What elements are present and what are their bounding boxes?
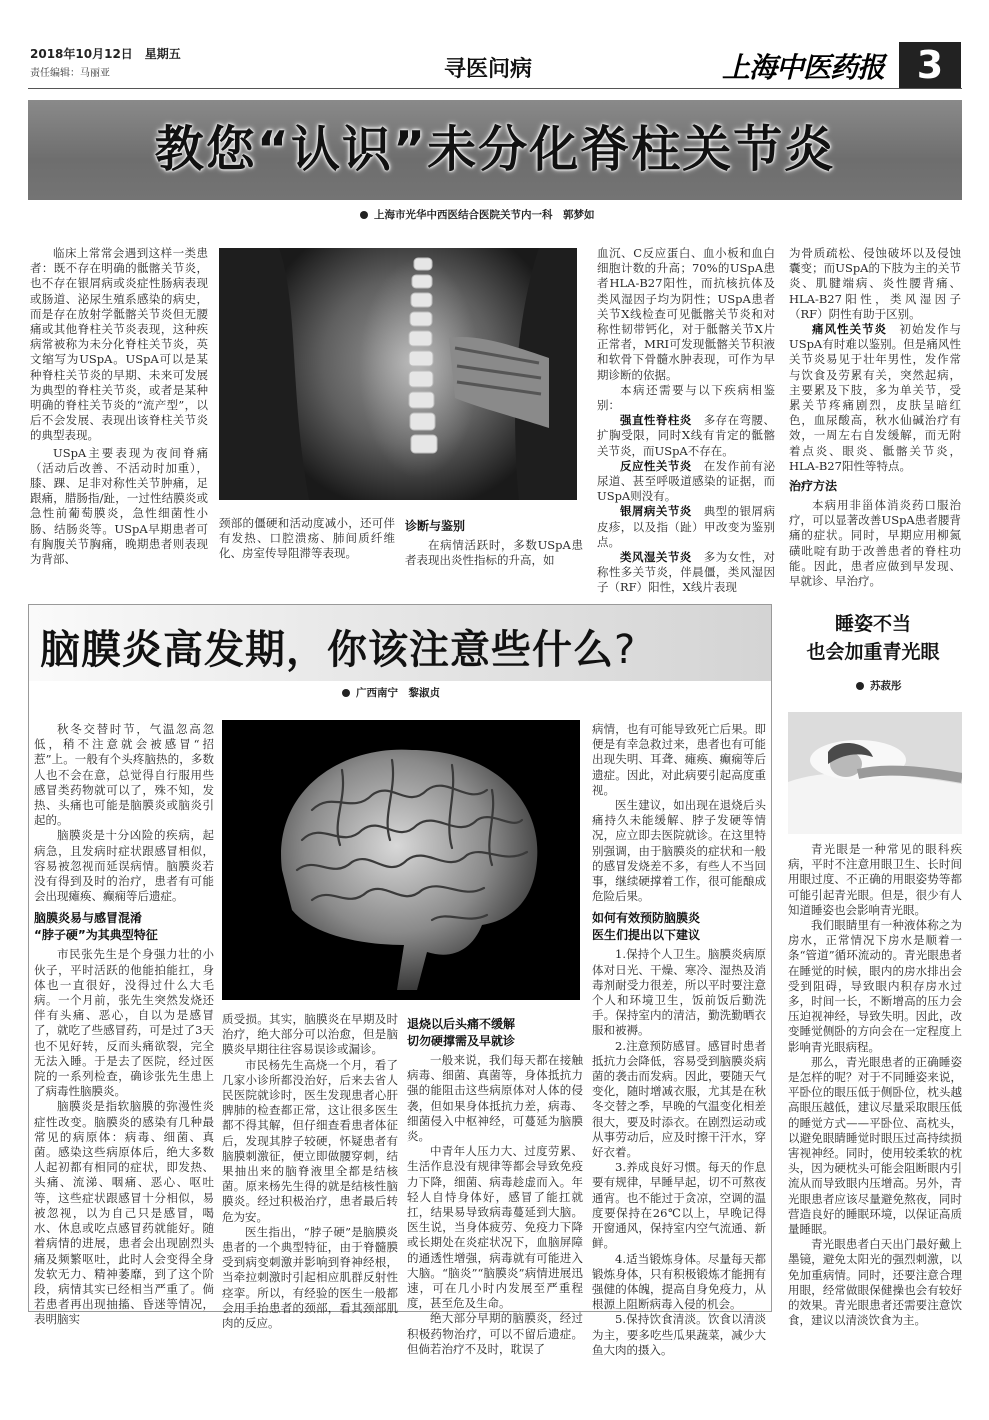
section-heading bbox=[592, 910, 766, 944]
bullet-icon bbox=[856, 682, 864, 690]
paragraph: 医生建议，如出现在退烧后头痛持久未能缓解、脖子发硬等情况，应立即去医院就诊。在这里特别强调，由于脑膜炎的症状和一般的感冒发烧差不多，有些人不当回事，继续硬撑着工作，很可能酿成危险后果。 bbox=[592, 798, 766, 904]
diff-item bbox=[597, 459, 775, 505]
diff-item bbox=[597, 413, 775, 459]
article2-title bbox=[40, 618, 636, 675]
brain-photo bbox=[222, 720, 580, 1000]
paragraph: 4.适当锻炼身体。尽量每天都锻炼身体，只有积极锻炼才能拥有强健的体魄，提高自身免疫力，从根源上阻断病毒入侵的机会。 bbox=[592, 1251, 766, 1312]
diff-item bbox=[597, 504, 775, 550]
paragraph: 3.养成良好习惯。每天的作息要有规律，早睡早起，切不可熬夜通宵。也不能过于贪凉，空调的温度要保持在26℃以上，早晚记得开窗通风，保持室内空气流通、新鲜。 bbox=[592, 1160, 766, 1251]
paragraph: 我们眼睛里有一种液体称之为房水，正常情况下房水是顺着一条“管道”循环流动的。青光眼患者在睡觉的时候，眼内的房水排出会受到阻碍，导致眼内积存房水过多，时间一长，不断增高的压力会压迫视神经，导致失明。因此，改变睡觉侧卧的方向会在一定程度上影响青光眼病程。 bbox=[788, 918, 962, 1054]
section-heading: 治疗方法 bbox=[789, 479, 838, 494]
article3-body bbox=[788, 842, 962, 1329]
article2-col2 bbox=[222, 1012, 398, 1331]
paragraph: 那么，青光眼患者的正确睡姿是怎样的呢？对于不同睡姿来说，平卧位的眼压低于侧卧位，枕头越高眼压越低，建议尽量采取眼压低的睡觉方式——平卧位、高枕头，以避免眼睛睡觉时眼压过高持续损害视神经。同时，使用较柔软的枕头，因为硬枕头可能会阻断眼内引流从而导致眼内压增高。另外，青光眼患者应该尽量避免熬夜，同时营造良好的睡眠环境，以保证高质量睡眠。 bbox=[788, 1054, 962, 1237]
paragraph: 中青年人压力大、过度劳累、生活作息没有规律等都会导致免疫力下降，细菌、病毒趁虚而入。年轻人自恃身体好，感冒了能扛就扛，结果易导致病毒蔓延到大脑。医生说，当身体疲劳、免疫力下降或长期处在炎症状况下，血脑屏障的通透性增强，病毒就有可能进入大脑。“脑炎”“脑膜炎”病情进展迅速，可在几小时内发展至严重程度，甚至危及生命。 bbox=[407, 1144, 583, 1311]
paragraph: 颈部的僵硬和活动度减小，还可伴有发热、口腔溃疡、肺间质纤维化、房室传导阻滞等表现。 bbox=[219, 516, 395, 561]
item-text: 多为女性，对称性多关节炎，伴晨僵，类风湿因子（RF）阳性，X线片表现 bbox=[597, 550, 776, 595]
paragraph: 青光眼患者白天出门最好戴上墨镜，避免太阳光的强烈刺激，以免加重病情。同时，还要注意合理用眼，经常做眼保健操也会有较好的效果。青光眼患者还需要注意饮食，建议以清淡饮食为主。 bbox=[788, 1237, 962, 1328]
article1-author: 上海市光华中西医结合医院关节内一科 郭梦如 bbox=[374, 209, 595, 221]
article1-col4 bbox=[597, 246, 775, 596]
item-label: 痛风性关节炎 bbox=[812, 322, 887, 337]
paragraph: 在病情活跃时，多数USpA患者表现出炎性指标的升高，如 bbox=[405, 538, 583, 568]
spine-pain-photo bbox=[219, 248, 577, 500]
article3-title bbox=[782, 610, 964, 666]
article1-col3 bbox=[405, 516, 583, 568]
item-text: 多存在弯腰、扩胸受限，同时X线有肯定的骶髂关节炎，而USpA不存在。 bbox=[597, 413, 776, 458]
paragraph: 本病还需要与以下疾病相鉴别： bbox=[597, 382, 775, 413]
bullet-icon bbox=[342, 689, 350, 697]
section-heading bbox=[34, 910, 214, 944]
article2-col3 bbox=[407, 1014, 583, 1357]
heading-line: “脖子硬”为其典型特征 bbox=[34, 928, 158, 943]
paragraph: 临床上常常会遇到这样一类患者：既不存在明确的骶髂关节炎，也不存在银屑病或炎症性肠病表现或肠道、泌尿生殖系感染的病史，而是存在放射学骶髂关节炎但无腰痛或其他脊柱关节炎表现，这种疾病常被称为未分化脊柱关节炎，英文缩写为USpA。USpA可以是某种脊柱关节炎的早期、未来可发展为典型的脊柱关节炎，或者是某种明确的脊柱关节炎的“流产型”，以后不会发展、表现出该脊柱关节炎的典型表现。 bbox=[30, 246, 208, 443]
article1-col5 bbox=[789, 246, 961, 589]
paragraph: 本病用非甾体消炎药口服治疗，可以显著改善USpA患者腰背痛的症状。同时，早期应用柳氮磺吡啶有助于改善患者的脊柱功能。因此，患者应做到早发现、早就诊、早治疗。 bbox=[789, 498, 961, 589]
newspaper-logo: 上海中医药报 bbox=[722, 51, 885, 84]
paragraph: USpA主要表现为夜间脊痛（活动后改善、不活动时加重），膝、踝、足非对称性关节肿痛，足跟痛，腊肠指/趾，一过性结膜炎或急性前葡萄膜炎，急性细菌性小肠、结肠炎等。USpA早期患者可有胸腹关节胸痛，晚期患者则表现为背部、 bbox=[30, 445, 208, 567]
article2-author: 广西南宁 黎淑贞 bbox=[356, 687, 440, 699]
diff-item bbox=[789, 322, 961, 474]
heading-line: 切勿硬撑需及早就诊 bbox=[407, 1034, 516, 1048]
heading-line: 医生们提出以下建议 bbox=[592, 928, 701, 943]
article2-title-text: 脑膜炎高发期，你该注意些什么 bbox=[40, 627, 614, 673]
section-heading: 诊断与鉴别 bbox=[405, 519, 466, 533]
article2-col1 bbox=[34, 722, 214, 1328]
item-text: 典型的银屑病皮疹，以及指（趾）甲改变为鉴别点。 bbox=[597, 504, 776, 549]
article3-author: 苏菽彤 bbox=[870, 680, 902, 692]
paragraph: 秋冬交替时节，气温忽高忽低，稍不注意就会被感冒“招惹”上。一般有个头疼脑热的，多数人也不会在意，总觉得自行服用些感冒类药物就可以了，殊不知，发热、头痛也可能是脑膜炎或脑炎引起的。 bbox=[34, 722, 214, 828]
issue-date: 2018年10月12日 星期五 bbox=[30, 47, 181, 61]
item-label: 类风湿关节炎 bbox=[620, 550, 692, 565]
article1-col1 bbox=[30, 246, 208, 567]
heading-line: 如何有效预防脑膜炎 bbox=[592, 911, 701, 926]
item-text: 初始发作与USpA有时难以鉴别。但是痛风性关节炎易见于壮年男性，发作常与饮食及劳累有关，突然起病，主要累及下肢，多为单关节，受累关节疼痛剧烈，皮肤呈暗红色，血尿酸高，秋水仙碱治疗有效，一周左右自发缓解，而无附着点炎、眼炎、骶髂关节炎，HLA-B27阳性等特点。 bbox=[789, 322, 961, 473]
editor-credit: 责任编辑：马丽亚 bbox=[30, 68, 110, 79]
header-rule bbox=[28, 88, 962, 89]
heading-line: 脑膜炎易与感冒混淆 bbox=[34, 911, 143, 926]
paragraph: 2.注意预防感冒。感冒时患者抵抗力会降低，容易受到脑膜炎病菌的袭击而发病。因此，要随天气变化，随时增减衣服，尤其是在秋冬交替之季，早晚的气温变化相差很大，要及时添衣。在剧烈运动或从事劳动后，应及时擦干汗水，穿好衣着。 bbox=[592, 1038, 766, 1160]
paragraph: 绝大部分早期的脑膜炎，经过积极药物治疗，可以不留后遗症。但倘若治疗不及时，耽误了 bbox=[407, 1311, 583, 1356]
item-label: 强直性脊柱炎 bbox=[620, 413, 692, 428]
bullet-icon bbox=[360, 211, 368, 219]
article3-byline bbox=[856, 678, 902, 693]
title-line: 睡姿不当 bbox=[834, 613, 911, 635]
paragraph: 质受损。其实，脑膜炎在早期及时治疗，绝大部分可以治愈，但是脑膜炎早期往往容易误诊或漏诊。 bbox=[222, 1012, 398, 1057]
article1-byline bbox=[360, 207, 595, 222]
paragraph: 市民张先生是个身强力壮的小伙子，平时活跃的他能拍能扛，身体也一直很好，没得过什么大毛病。一个月前，张先生突然发烧还伴有头痛、恶心，自以为是感冒了，就吃了些感冒药，可是过了3天也不见好转，反而头痛欲裂，完全无法入睡。于是去了医院，经过医院的一系列检查，确诊张先生患上了病毒性脑膜炎。 bbox=[34, 947, 214, 1099]
paragraph: 5.保持饮食清淡。饮食以清淡为主，要多吃些瓜果蔬菜，减少大鱼大肉的摄入。 bbox=[592, 1312, 766, 1357]
section-title: 寻医问病 bbox=[444, 57, 533, 82]
paragraph: 医生指出，“脖子硬”是脑膜炎患者的一个典型特征，由于脊髓膜受到病变刺激并影响到脊神经根，当牵拉刺激时引起相应肌群反射性痉挛。所以，有经验的医生一般都会用手抬患者的颈部，看其颈部肌肉的反应。 bbox=[222, 1224, 398, 1331]
article2-byline bbox=[342, 685, 440, 700]
article2-col4 bbox=[592, 722, 766, 1358]
sleeping-woman-photo bbox=[788, 712, 962, 834]
paragraph: 1.保持个人卫生。脑膜炎病原体对日光、干燥、寒冷、湿热及消毒剂耐受力很差，所以平时要注意个人和环境卫生，饭前饭后勤洗手。保持室内的清洁，勤洗勤晒衣服和被褥。 bbox=[592, 947, 766, 1038]
paragraph: 血沉、C反应蛋白、血小板和血白细胞计数的升高；70%的USpA患者HLA-B27阳性，而抗核抗体及类风湿因子均为阴性；USpA患者关节X线检查可见骶髂关节炎和对称性韧带钙化，对于骶髂关节X片正常者，MRI可发现骶髂关节积液和软骨下骨髓水肿表现，可作为早期诊断的依据。 bbox=[597, 246, 775, 382]
paragraph: 青光眼是一种常见的眼科疾病，平时不注意用眼卫生、长时间用眼过度、不正确的用眼姿势等都可能引起青光眼。但是，很少有人知道睡姿也会影响青光眼。 bbox=[788, 842, 962, 917]
title-line: 也会加重青光眼 bbox=[806, 641, 940, 663]
paragraph: 脑膜炎是指软脑膜的弥漫性炎症性改变。脑膜炎的感染有几种最常见的病原体：病毒、细菌、真菌。感染这些病原体后，绝大多数人起初都有相同的症状，即发热、头痛、流涕、咽痛、恶心、呕吐等，这些症状跟感冒十分相似，易被忽视，以为自己只是感冒，喝水、休息或吃点感冒药就能好。随着病情的进展，患者会出现剧烈头痛及频繁呕吐，此时人会变得全身发软无力、精神萎靡，到了这个阶段，病情其实已经相当严重了。倘若患者再出现抽搐、昏迷等情况，表明脑实 bbox=[34, 1099, 214, 1327]
paragraph: 一般来说，我们每天都在接触病毒、细菌、真菌等，身体抵抗力强的能阻击这些病原体对人体的侵袭，但如果身体抵抗力差，病毒、细菌侵入中枢神经，可蔓延为脑膜炎。 bbox=[407, 1053, 583, 1144]
item-label: 反应性关节炎 bbox=[620, 458, 692, 473]
paragraph: 市民杨先生高烧一个月，看了几家小诊所都没治好，后来去省人民医院就诊时，医生发现患者心肝脾肺的检查都正常，这让很多医生都不得其解，但仔细查看患者体征后，发现其脖子较硬，怀疑患者有脑膜刺激征，便立即做腰穿刺，结果抽出来的脑脊液里全都是结核菌。原来杨先生得的就是结核性脑膜炎。经过积极治疗，患者最后转危为安。 bbox=[222, 1057, 398, 1224]
item-label: 银屑病关节炎 bbox=[620, 504, 692, 519]
item-text: 在发作前有泌尿道、甚至呼吸道感染的证据，而USpA则没有。 bbox=[597, 458, 776, 504]
diff-item bbox=[597, 550, 775, 596]
question-mark: ? bbox=[614, 627, 637, 673]
page-number: 3 bbox=[899, 42, 961, 88]
paragraph: 为骨质疏松、侵蚀破坏以及侵蚀囊变；而USpA的下肢为主的关节炎、肌腱端病、炎性腰背痛、HLA-B27阳性，类风湿因子（RF）阴性有助于区别。 bbox=[789, 246, 961, 321]
section-heading bbox=[407, 1016, 583, 1050]
article1-col2 bbox=[219, 516, 395, 562]
paragraph: 病情，也有可能导致死亡后果。即便是有幸急救过来，患者也有可能出现失明、耳聋、瘫痪、癫痫等后遗症。因此，对此病要引起高度重视。 bbox=[592, 722, 766, 797]
article1-title: 教您“认识”未分化脊柱关节炎 bbox=[154, 121, 836, 178]
paragraph: 脑膜炎是十分凶险的疾病，起病急，且发病时症状跟感冒相似，容易被忽视而延误病情。脑膜炎若没有得到及时的治疗，患者有可能会出现瘫痪、癫痫等后遗症。 bbox=[34, 828, 214, 904]
heading-line: 退烧以后头痛不缓解 bbox=[407, 1017, 516, 1031]
